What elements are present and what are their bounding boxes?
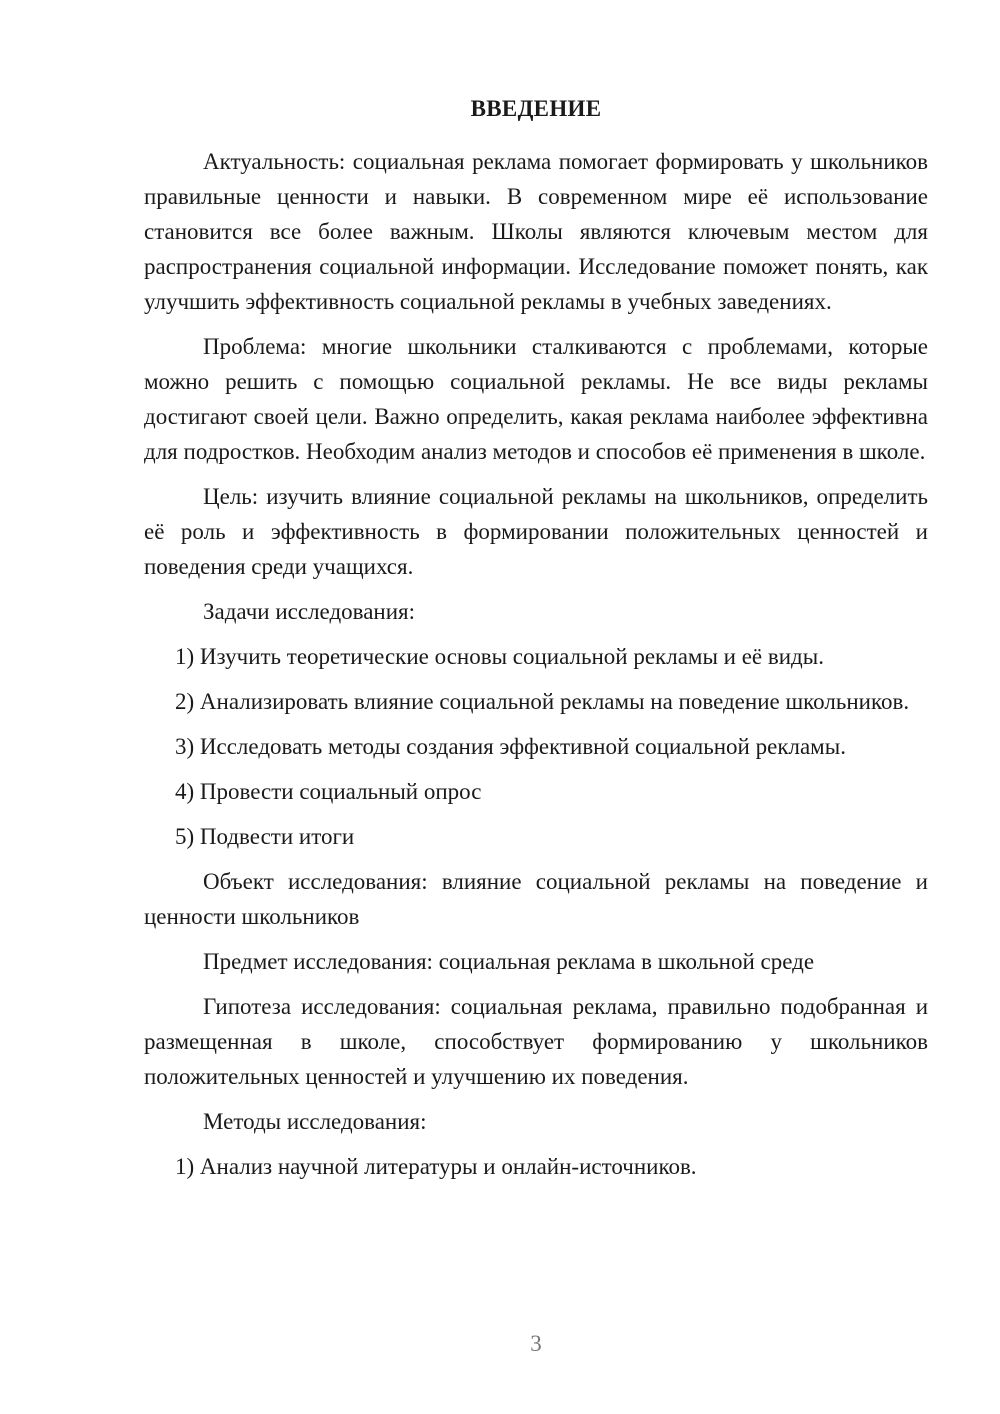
page-title: ВВЕДЕНИЕ <box>470 96 602 121</box>
paragraph-problem: Проблема: многие школьники сталкиваются с проблемами, которые можно решить с помощью социальной рекламы. Не все виды рекламы достигают своей цели. Важно определить, какая реклама наиболее эффективна для подростков. Необходим анализ методов и способов её применения в школе. <box>144 334 928 464</box>
task-item-5: 5) Подвести итоги <box>175 824 355 849</box>
paragraph-hypothesis: Гипотеза исследования: социальная реклама, правильно подобранная и размещенная в школе, способствует формированию у школьников положительных ценностей и улучшению их поведения. <box>144 994 928 1089</box>
paragraph-subject: Предмет исследования: социальная реклама в школьной среде <box>203 949 815 974</box>
paragraph-tasks-heading: Задачи исследования: <box>203 599 416 624</box>
task-item-4: 4) Провести социальный опрос <box>175 779 482 804</box>
task-item-2: 2) Анализировать влияние социальной рекламы на поведение школьников. <box>175 689 910 714</box>
paragraph-goal: Цель: изучить влияние социальной рекламы на школьников, определить её роль и эффективность в формировании положительных ценностей и поведения среди учащихся. <box>144 484 928 579</box>
paragraph-object: Объект исследования: влияние социальной рекламы на поведение и ценности школьников <box>144 869 928 929</box>
task-item-1: 1) Изучить теоретические основы социальной рекламы и её виды. <box>175 644 824 669</box>
task-item-3: 3) Исследовать методы создания эффективной социальной рекламы. <box>175 734 846 759</box>
paragraph-methods-heading: Методы исследования: <box>203 1109 427 1134</box>
method-item-1: 1) Анализ научной литературы и онлайн-источников. <box>175 1154 697 1179</box>
page-number: 3 <box>530 1331 542 1356</box>
body-text <box>144 144 928 1194</box>
paragraph-relevance: Актуальность: социальная реклама помогает формировать у школьников правильные ценности и навыки. В современном мире её использование становится все более важным. Школы являются ключевым местом для распространения социальной информации. Исследование поможет понять, как улучшить эффективность социальной рекламы в учебных заведениях. <box>144 149 928 314</box>
